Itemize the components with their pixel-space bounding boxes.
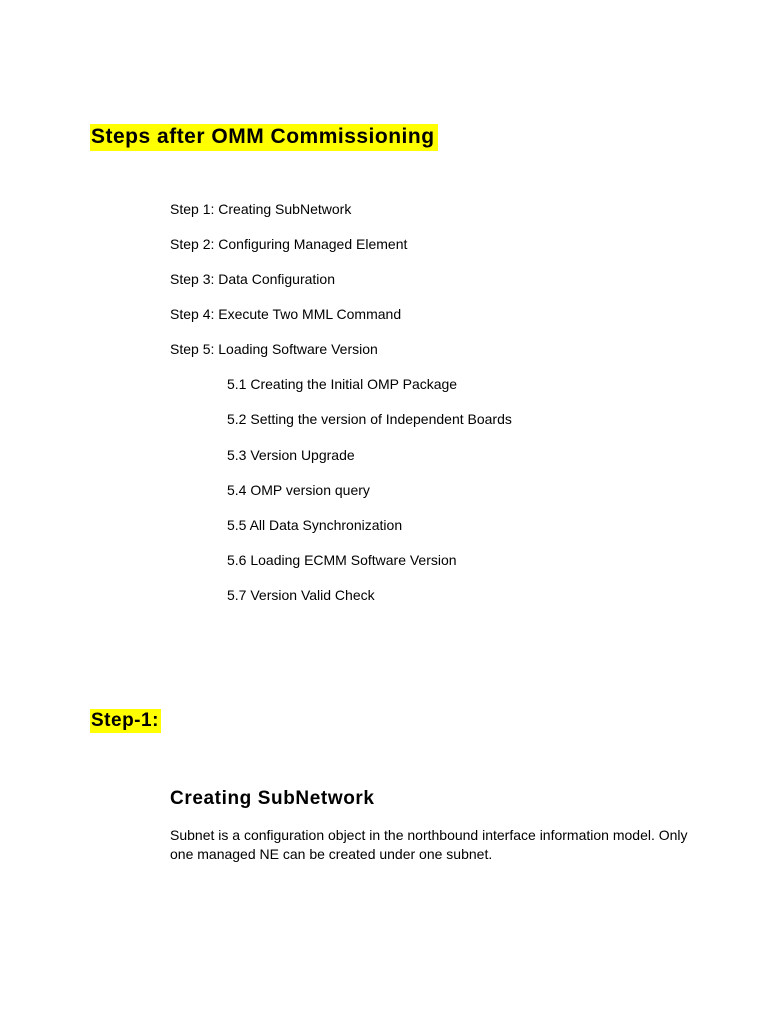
section-title: Creating SubNetwork bbox=[170, 788, 375, 809]
list-item: 5.1 Creating the Initial OMP Package bbox=[227, 376, 458, 392]
list-item: Step 5: Loading Software Version bbox=[170, 341, 378, 357]
list-item: 5.2 Setting the version of Independent Boards bbox=[227, 411, 512, 427]
list-item: 5.7 Version Valid Check bbox=[227, 587, 375, 603]
list-item: Step 1: Creating SubNetwork bbox=[170, 201, 352, 217]
list-item: 5.6 Loading ECMM Software Version bbox=[227, 552, 457, 568]
list-item: 5.3 Version Upgrade bbox=[227, 447, 355, 463]
main-heading: Steps after OMM Commissioning bbox=[90, 124, 438, 151]
step-1-heading: Step-1: bbox=[91, 710, 159, 731]
list-item: 5.5 All Data Synchronization bbox=[227, 517, 403, 533]
list-item: Step 3: Data Configuration bbox=[170, 271, 335, 287]
list-item: 5.4 OMP version query bbox=[227, 482, 370, 498]
list-item: Step 2: Configuring Managed Element bbox=[170, 236, 408, 252]
list-item: Step 4: Execute Two MML Command bbox=[170, 306, 402, 322]
section-paragraph: Subnet is a configuration object in the northbound interface information model. Only one managed NE can be created under one subnet. bbox=[170, 827, 688, 862]
